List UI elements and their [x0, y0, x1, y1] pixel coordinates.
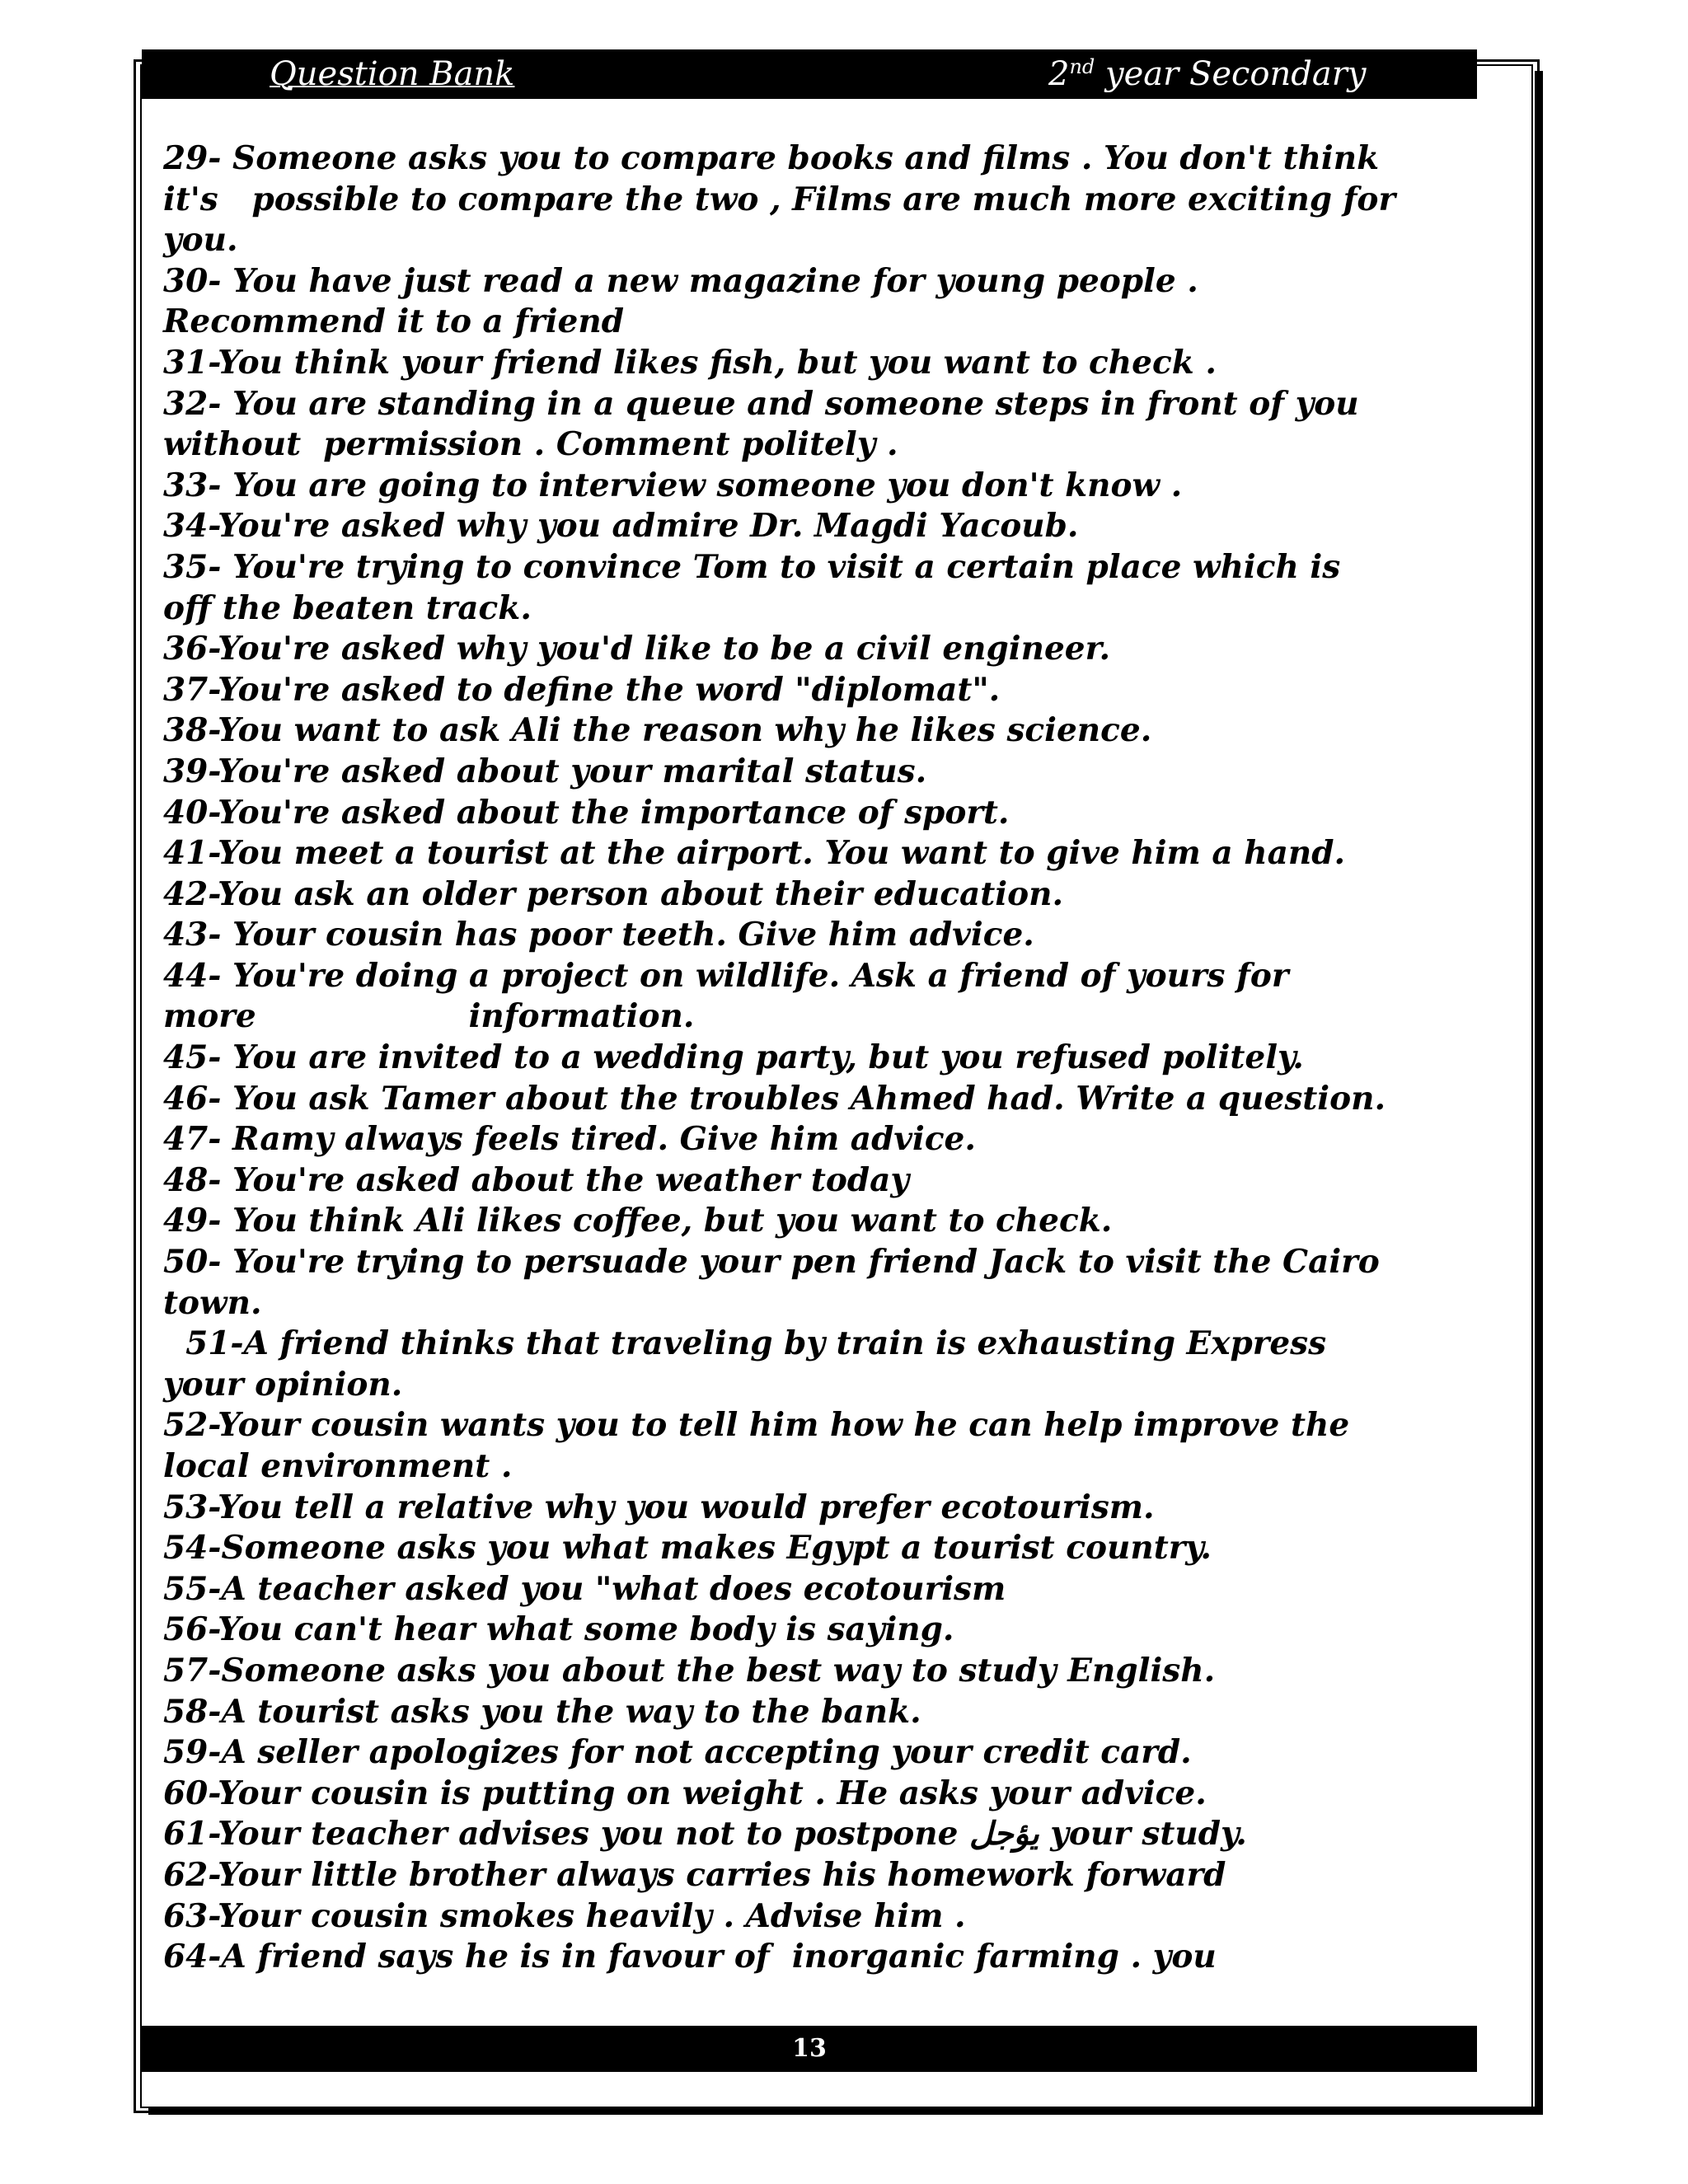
- question-line: 33- You are going to interview someone you don't know .: [163, 466, 1183, 504]
- question-line: 52-Your cousin wants you to tell him how he can help improve the: [163, 1406, 1350, 1445]
- question-line: 31-You think your friend likes fish, but you want to check .: [163, 343, 1217, 382]
- header-bar: [142, 49, 1477, 99]
- question-line: 43- Your cousin has poor teeth. Give him advice.: [163, 916, 1034, 954]
- question-line: 55-A teacher asked you "what does ecotourism: [163, 1569, 1006, 1608]
- question-line: 57-Someone asks you about the best way to study English.: [163, 1651, 1216, 1690]
- question-line: your opinion.: [163, 1365, 403, 1404]
- question-line: 49- You think Ali likes coffee, but you want to check.: [163, 1202, 1113, 1240]
- question-line: 63-Your cousin smokes heavily . Advise him .: [163, 1896, 966, 1935]
- question-line: 54-Someone asks you what makes Egypt a tourist country.: [163, 1529, 1212, 1568]
- question-line: 61-Your teacher advises you not to postpone يؤجل your study.: [163, 1815, 1247, 1854]
- header-level-number: 2: [1048, 55, 1070, 93]
- question-line: 44- You're doing a project on wildlife. Ask a friend of yours for: [163, 956, 1289, 995]
- question-line: 37-You're asked to define the word "diplomat".: [163, 670, 1001, 709]
- header-title: Question Bank: [270, 55, 515, 93]
- footer-bar: [142, 2026, 1477, 2072]
- question-line: 56-You can't hear what some body is saying.: [163, 1610, 954, 1649]
- question-line: 59-A seller apologizes for not accepting your credit card.: [163, 1733, 1192, 1772]
- page-border-shadow-bottom: [148, 2107, 1543, 2115]
- question-line: 42-You ask an older person about their education.: [163, 874, 1064, 913]
- page-number: 13: [792, 2034, 827, 2063]
- question-line: Recommend it to a friend: [163, 302, 624, 341]
- question-line: 35- You're trying to convince Tom to visit a certain place which is: [163, 547, 1341, 586]
- question-line: it's possible to compare the two , Films are much more exciting for: [163, 180, 1395, 218]
- question-line: 64-A friend says he is in favour of inorganic farming . you: [163, 1938, 1217, 1976]
- question-line: 41-You meet a tourist at the airport. You want to give him a hand.: [163, 834, 1346, 873]
- question-line: 32- You are standing in a queue and someone steps in front of you: [163, 384, 1359, 423]
- question-line: 48- You're asked about the weather today: [163, 1160, 910, 1199]
- question-line: town.: [163, 1283, 262, 1322]
- question-line: off the beaten track.: [163, 588, 532, 627]
- question-line: 62-Your little brother always carries his homework forward: [163, 1855, 1226, 1894]
- question-line: 29- Someone asks you to compare books and films . You don't think: [163, 139, 1380, 177]
- question-line: 38-You want to ask Ali the reason why he likes science.: [163, 711, 1152, 750]
- question-list: [163, 138, 1465, 1978]
- question-line: without permission . Comment politely .: [163, 425, 898, 464]
- question-line: 47- Ramy always feels tired. Give him advice.: [163, 1120, 976, 1159]
- header-level-suffix: year Secondary: [1095, 55, 1367, 93]
- question-line: 50- You're trying to persuade your pen friend Jack to visit the Cairo: [163, 1243, 1380, 1282]
- question-line: 30- You have just read a new magazine for young people .: [163, 261, 1198, 300]
- question-line: more information.: [163, 997, 695, 1036]
- question-line: you.: [163, 221, 238, 260]
- header-level-superscript: nd: [1069, 55, 1095, 78]
- question-line: local environment .: [163, 1447, 513, 1485]
- header-level: [1048, 49, 1366, 99]
- question-line: 36-You're asked why you'd like to be a civil engineer.: [163, 630, 1111, 668]
- question-line: 58-A tourist asks you the way to the bank.: [163, 1692, 921, 1731]
- question-line: 53-You tell a relative why you would prefer ecotourism.: [163, 1488, 1155, 1526]
- page-border-shadow-right: [1535, 71, 1543, 2115]
- question-line: 46- You ask Tamer about the troubles Ahmed had. Write a question.: [163, 1079, 1386, 1118]
- question-line: 60-Your cousin is putting on weight . He asks your advice.: [163, 1774, 1207, 1812]
- question-line: 34-You're asked why you admire Dr. Magdi Yacoub.: [163, 507, 1079, 546]
- question-line: 40-You're asked about the importance of sport.: [163, 793, 1010, 832]
- question-line: 51-A friend thinks that traveling by train is exhausting Express: [163, 1324, 1327, 1363]
- question-line: 45- You are invited to a wedding party, but you refused politely.: [163, 1038, 1304, 1077]
- question-line: 39-You're asked about your marital status.: [163, 752, 927, 790]
